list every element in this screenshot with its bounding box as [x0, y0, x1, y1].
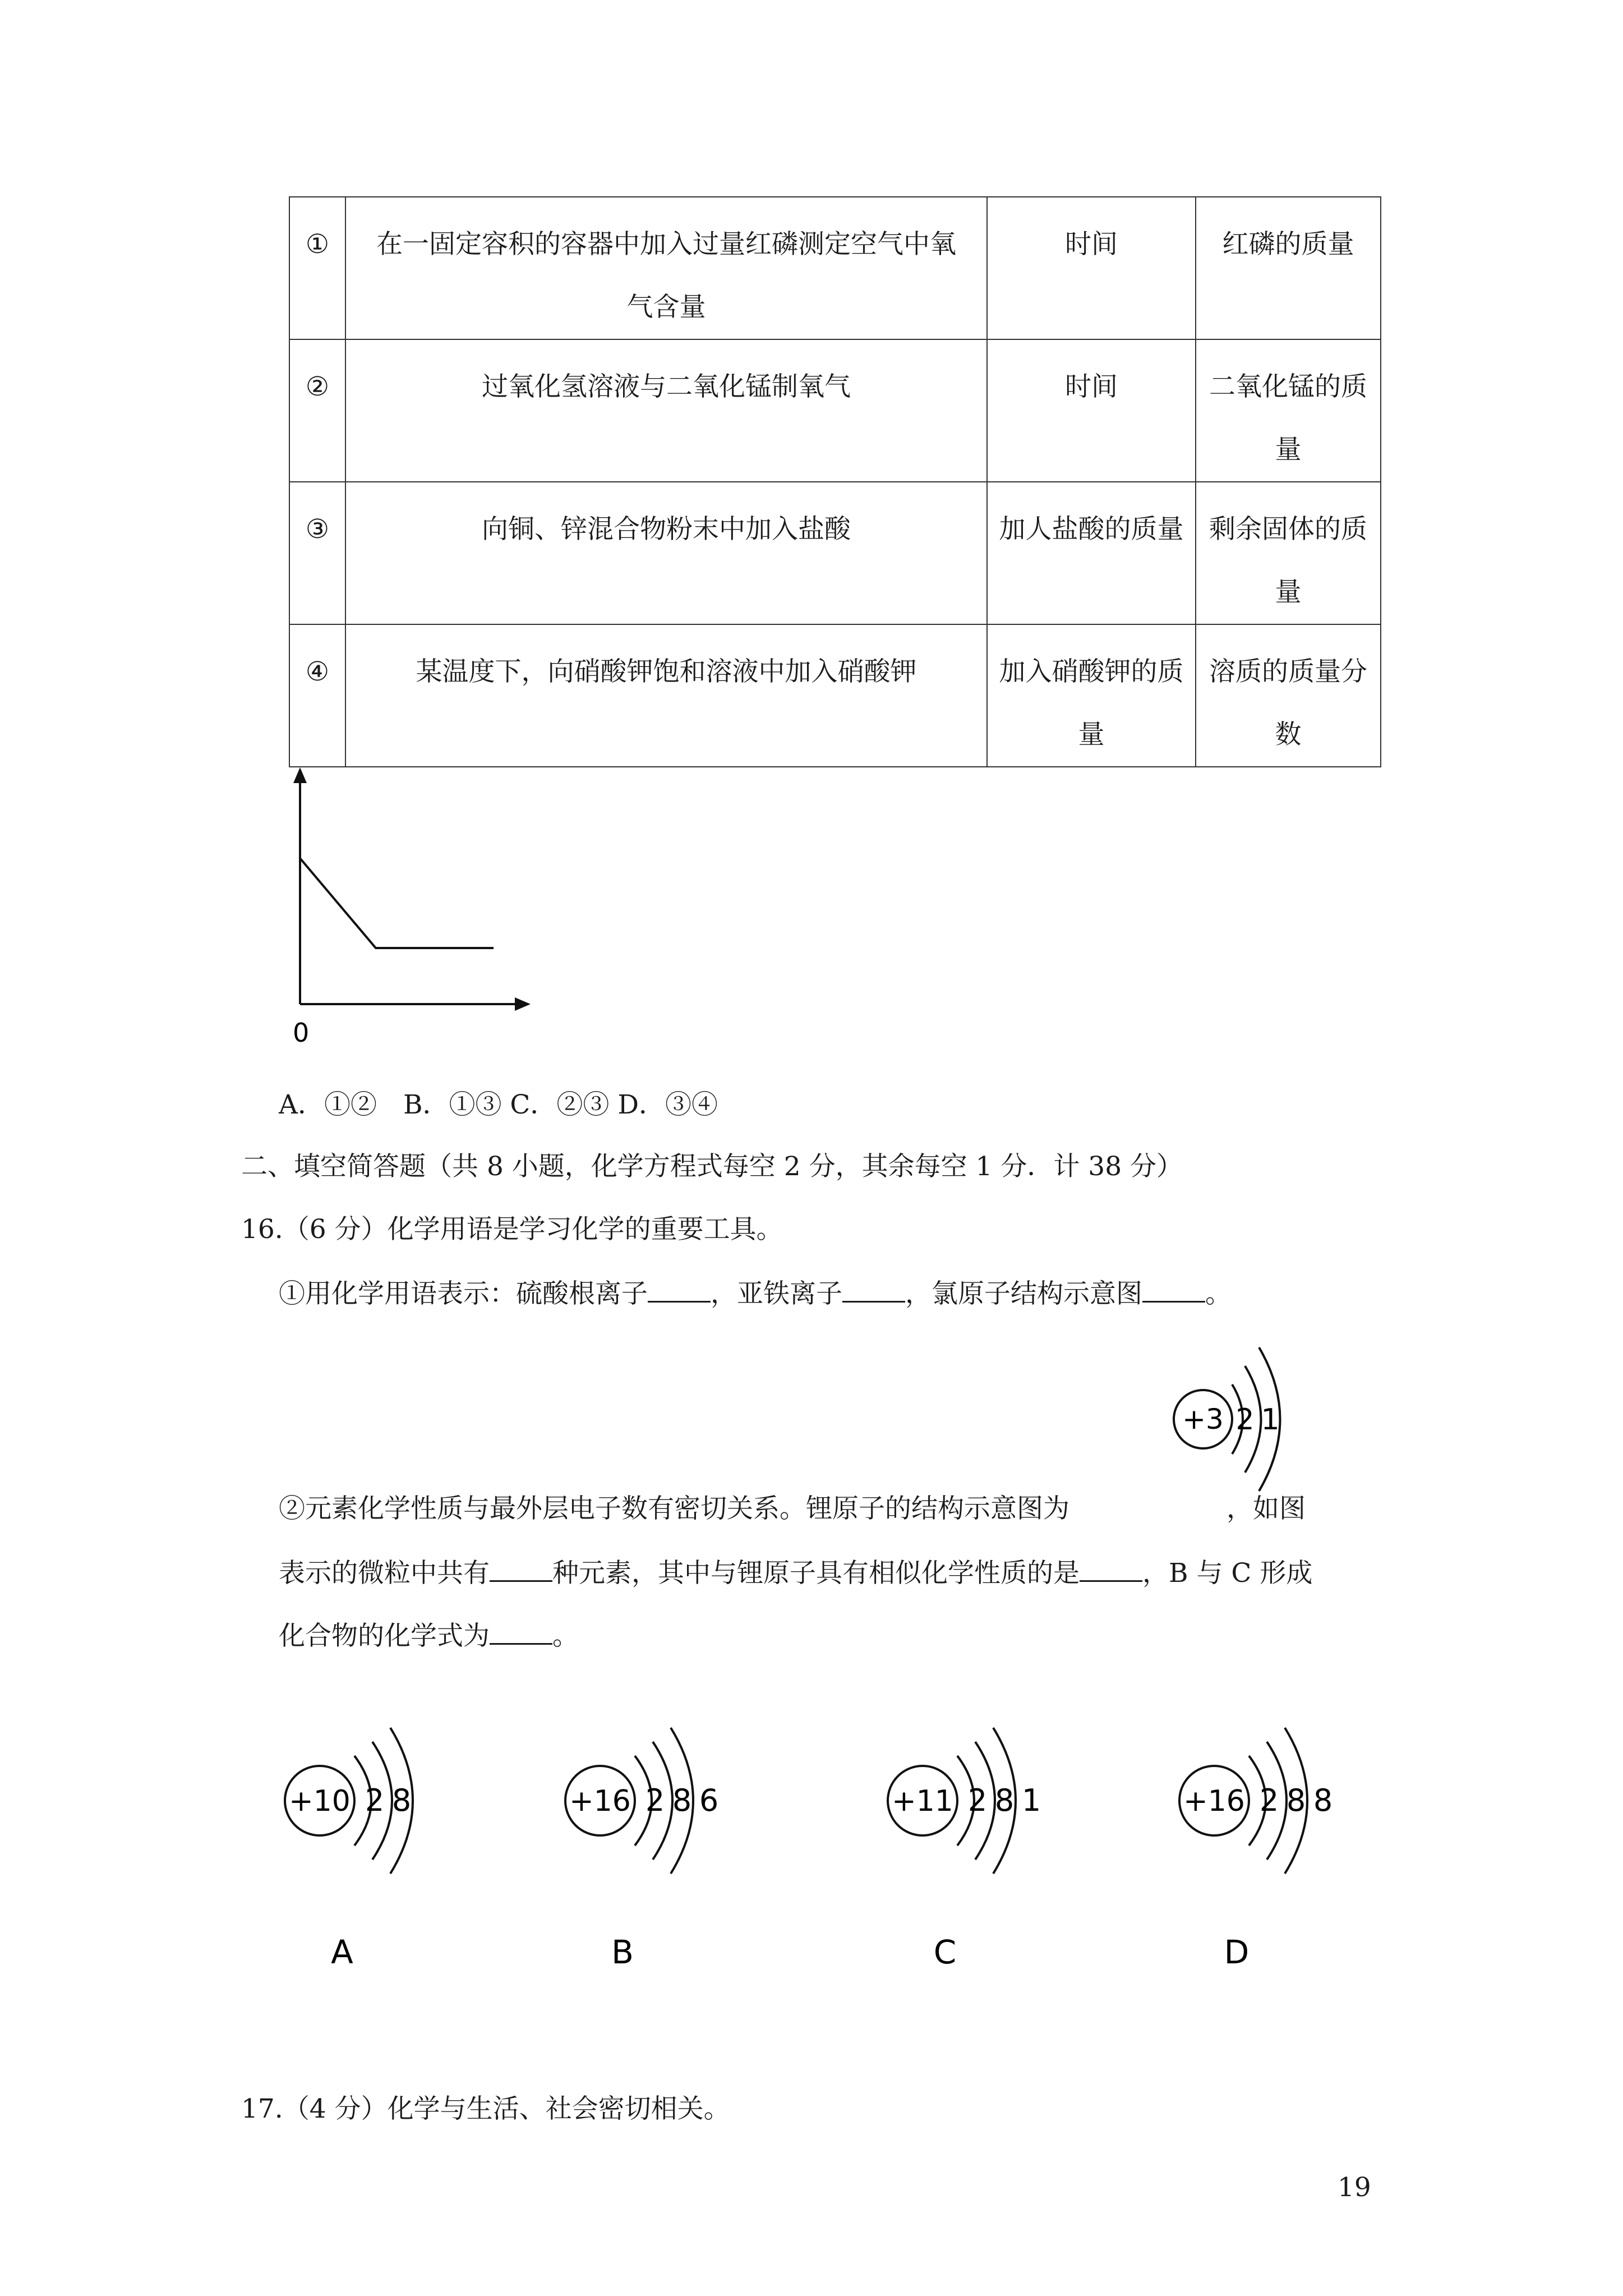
- cell-text: 红磷的质量: [1222, 229, 1354, 260]
- lithium-atom-diagram: [1169, 1335, 1315, 1503]
- table-row: [289, 197, 1381, 339]
- x-axis-quantity: [987, 482, 1196, 624]
- atom-label: A: [331, 1933, 353, 1971]
- answer-blank[interactable]: [490, 1556, 552, 1582]
- nucleus-charge: +3: [1182, 1403, 1224, 1435]
- answer-blank[interactable]: [842, 1276, 905, 1303]
- cell-text: 向铜、锌混合物粉末中加入盐酸: [482, 514, 851, 545]
- atom-c: [888, 1728, 1041, 1971]
- experiment-table: [289, 196, 1381, 767]
- section-heading: 二、填空简答题（共 8 小题，化学方程式每空 2 分，其余每空 1 分．计 38 分）: [241, 1151, 1183, 1182]
- page-number: 19: [1338, 2172, 1371, 2203]
- atom-b: [565, 1728, 718, 1971]
- row-number: ①: [289, 197, 345, 339]
- origin-label: 0: [293, 1018, 310, 1048]
- shell-electron-count: 8: [1286, 1783, 1306, 1818]
- cell-text: 溶质的质量分: [1209, 656, 1367, 687]
- nucleus-charge: +10: [289, 1784, 351, 1818]
- cell-text: 在一固定容积的容器中加入过量红磷测定空气中氧: [376, 229, 956, 260]
- atom-diagrams: [0, 1688, 1623, 2003]
- table-row: [289, 624, 1381, 767]
- shell-electron-count: 2: [645, 1783, 665, 1818]
- table-row: [289, 482, 1381, 624]
- cell-text: 数: [1275, 719, 1302, 750]
- y-axis-quantity: [1196, 624, 1381, 767]
- cell-text: 时间: [1065, 229, 1118, 260]
- atom-diagrams-svg: [0, 1688, 1623, 2003]
- cell-text: 某温度下，向硝酸钾饱和溶液中加入硝酸钾: [416, 656, 917, 687]
- shell-electron-count: 1: [1021, 1783, 1041, 1818]
- y-axis-quantity: [1196, 197, 1381, 339]
- nucleus-charge: +16: [569, 1784, 631, 1818]
- y-axis-arrow: [293, 767, 307, 783]
- answer-blank[interactable]: [648, 1276, 711, 1303]
- shell-electron-count: 1: [1261, 1403, 1280, 1437]
- row-number: ③: [289, 482, 345, 624]
- x-axis-arrow: [515, 997, 531, 1011]
- x-axis-quantity: [987, 339, 1196, 482]
- cell-text: 时间: [1065, 371, 1118, 402]
- answer-blank[interactable]: [490, 1618, 552, 1645]
- cell-text: 加人盐酸的质量: [999, 514, 1184, 545]
- shell-electron-count: 2: [1259, 1783, 1279, 1818]
- atom-label: C: [933, 1933, 957, 1971]
- cell-text: 二氧化锰的质: [1209, 371, 1367, 402]
- experiment-description: [345, 339, 987, 482]
- atom-d: [1179, 1728, 1332, 1971]
- cell-text: 加入硝酸钾的质: [999, 656, 1184, 687]
- x-axis-quantity: [987, 624, 1196, 767]
- nucleus-charge: +16: [1183, 1784, 1245, 1818]
- shell-electron-count: 8: [1313, 1783, 1333, 1818]
- row-number: ④: [289, 624, 345, 767]
- answer-blank[interactable]: [1142, 1276, 1205, 1303]
- cell-text: 量: [1275, 434, 1302, 465]
- cell-text: 量: [1078, 719, 1105, 750]
- table-row: [289, 339, 1381, 482]
- shell-electron-count: 2: [365, 1783, 385, 1818]
- experiment-description: [345, 482, 987, 624]
- shell-electron-count: 8: [994, 1783, 1015, 1818]
- atom-label: D: [1224, 1933, 1249, 1971]
- shell-electron-count: 6: [699, 1783, 719, 1818]
- graph-curve: [300, 858, 494, 948]
- shell-electron-count: 8: [391, 1783, 412, 1818]
- experiment-description: [345, 624, 987, 767]
- q16-part1: ①用化学用语表示：硫酸根离子 ，亚铁离子 ，氯原子结构示意图 。: [279, 1276, 1232, 1311]
- nucleus-charge: +11: [892, 1784, 953, 1818]
- q17-title: 17.（4 分）化学与生活、社会密切相关。: [241, 2093, 730, 2124]
- cell-text: 剩余固体的质: [1209, 514, 1367, 545]
- atom-label: B: [611, 1933, 634, 1971]
- cell-text: 量: [1275, 577, 1302, 608]
- y-axis-quantity: [1196, 482, 1381, 624]
- q16-part2-line1: ②元素化学性质与最外层电子数有密切关系。锂原子的结构示意图为 ，如图: [279, 1493, 1306, 1524]
- row-number: ②: [289, 339, 345, 482]
- atom-a: [285, 1728, 413, 1971]
- shell-electron-count: 2: [967, 1783, 988, 1818]
- experiment-description: [345, 197, 987, 339]
- shell-electron-count: 2: [1235, 1403, 1255, 1437]
- cell-text: 过氧化氢溶液与二氧化锰制氧气: [482, 371, 851, 402]
- shell-electron-count: 8: [672, 1783, 692, 1818]
- line-graph: [280, 757, 544, 1060]
- y-axis-quantity: [1196, 339, 1381, 482]
- cell-text: 气含量: [626, 292, 706, 323]
- q16-part2-line3: 化合物的化学式为 。: [279, 1618, 579, 1653]
- q16-title: 16.（6 分）化学用语是学习化学的重要工具。: [241, 1214, 783, 1245]
- answer-blank[interactable]: [1080, 1556, 1142, 1582]
- q16-part2-line2: 表示的微粒中共有 种元素，其中与锂原子具有相似化学性质的是 ，B 与 C 形成: [279, 1556, 1312, 1590]
- answer-options: A．①② B．①③ C．②③ D．③④: [279, 1089, 718, 1120]
- x-axis-quantity: [987, 197, 1196, 339]
